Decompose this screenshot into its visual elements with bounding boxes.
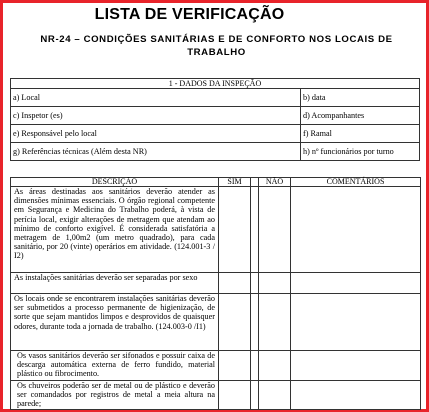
inspection-table [10,78,420,161]
field-local[interactable]: a) Local [11,89,301,107]
comment-cell-2[interactable] [291,273,421,294]
checkbox-no-3[interactable] [259,294,291,351]
document-title: LISTA DE VERIFICAÇÃO [94,6,285,23]
checklist-table [10,177,421,410]
field-companions[interactable]: d) Acompanhantes [301,107,420,125]
checkbox-yes-4[interactable] [219,351,251,381]
checkbox-no-5[interactable] [259,381,291,410]
field-inspector[interactable]: c) Inspetor (es) [11,107,301,125]
checklist-item-4: Os vasos sanitários deverão ser sifonados e possuir caixa de descarga automática externa de ferro fundido, material plástico ou fibrocimento. [11,351,219,381]
field-employees-per-shift[interactable]: h) nº funcionários por turno [301,143,420,161]
comment-cell-4[interactable] [291,351,421,381]
spacer-cell [251,381,259,410]
spacer-cell [251,187,259,273]
column-spacer [251,178,259,187]
comment-cell-5[interactable] [291,381,421,410]
column-comments: COMENTÁRIOS [291,178,421,187]
field-technical-references[interactable]: g) Referências técnicas (Além desta NR) [11,143,301,161]
checklist-item-1: As áreas destinadas aos sanitários deverão atender as dimensões mínimas essenciais. O órgão regional competente em Segurança e Medicina do Trabalho poderá, à vista de perícia local, exigir alterações de metragem que atendam ao mínimo de conforto exigível. É considerada satisfatória a metragem de 1,00m2 (um metro quadrado), para cada sanitário, por 20 (vinte) operários em atividade. (124.001-3 / I2) [11,187,219,273]
checkbox-yes-1[interactable] [219,187,251,273]
comment-cell-3[interactable] [291,294,421,351]
spacer-cell [251,273,259,294]
column-yes: SIM [219,178,251,187]
spacer-cell [251,294,259,351]
inspection-section-title: 1 - DADOS DA INSPEÇÃO [11,79,420,89]
checkbox-no-2[interactable] [259,273,291,294]
field-responsible[interactable]: e) Responsável pelo local [11,125,301,143]
checklist-item-2: As instalações sanitárias deverão ser separadas por sexo [11,273,219,294]
document-subtitle: NR-24 – CONDIÇÕES SANITÁRIAS E DE CONFORTO NOS LOCAIS DE TRABALHO [40,34,393,58]
field-extension[interactable]: f) Ramal [301,125,420,143]
column-description: DESCRIÇÃO [11,178,219,187]
checkbox-yes-3[interactable] [219,294,251,351]
spacer-cell [251,351,259,381]
checkbox-no-4[interactable] [259,351,291,381]
comment-cell-1[interactable] [291,187,421,273]
checklist-item-5: Os chuveiros poderão ser de metal ou de plástico e deverão ser comandados por registros de metal a meia altura na parede; [11,381,219,410]
checklist-item-3: Os locais onde se encontrarem instalações sanitárias deverão ser submetidos a processo permanente de higienização, de sorte que sejam mantidos limpos e desprovidos de quaisquer odores, durante toda a jornada de trabalho. (124.003-0 /I1) [11,294,219,351]
field-date[interactable]: b) data [301,89,420,107]
checkbox-no-1[interactable] [259,187,291,273]
checkbox-yes-2[interactable] [219,273,251,294]
checkbox-yes-5[interactable] [219,381,251,410]
column-no: NÃO [259,178,291,187]
